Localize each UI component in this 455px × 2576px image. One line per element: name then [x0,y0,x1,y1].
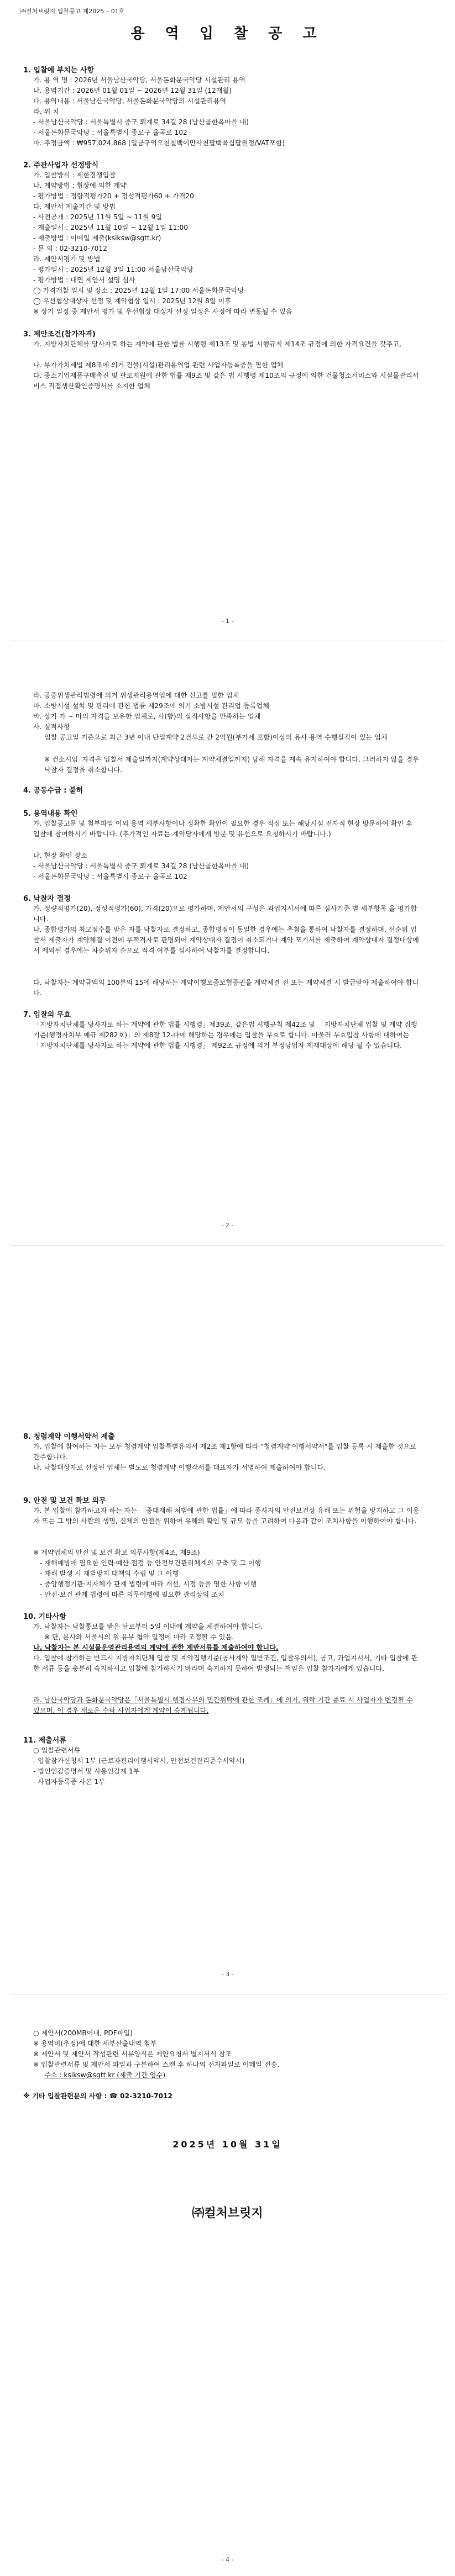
section-7-heading: 7. 입찰의 무효 [23,1011,71,1019]
s11-doc: - 법인인감증명서 및 사용인감계 1부 [33,1767,140,1775]
s1-line: 라. 위 치 [33,108,59,115]
s2-line: ◯ 가격개찰 일시 및 장소 : 2025년 12월 1일 17:00 서울돈화문국악당 [33,287,244,294]
section-9-heading: 9. 안전 및 보건 확보 의무 [23,1497,106,1505]
page-number: - 3 - [221,1971,234,1978]
s1-line: 마. 추정금액 : ₩957,024,868 (일금구억오천칠백이만사천팔백육십팔원정/VAT포함) [33,139,285,147]
s3-item-a: 가. 지방자치단체를 당사자로 하는 계약에 관한 법률 시행령 제13조 및 동법 시행규칙 제14조 규정에 의한 자격요건을 갖추고, [33,340,401,348]
section-8-heading: 8. 청렴계약 이행서약서 제출 [23,1433,115,1441]
s9-bullet: - 재해 발생 시 재발방지 대책의 수립 및 그 이행 [40,1570,179,1577]
s7-text: 「지방자치단체를 당사자로 하는 계약에 관한 법률 시행령」제39조, 같은법 시행규칙 제42조 및 「지방자치단체 입찰 및 계약 집행기준(행정자치부 예규 제282호)」의 제8장 12-다에 해당하는 경우에는 입찰을 무효로 합니다. 아울러 무효입찰 사항에 대하여는「지방자치단체를 당사자로 하는 계약에 관한 법률 시행령」 제92조 규정에 의거 부정당업자 제재대상에 해당 될 수 있습니다. [33,1021,417,1049]
s2-line: - 제출방법 : 이메일 제출(ksiksw@sgtt.kr) [33,234,161,242]
s2-line: ◯ 우선협상대상자 선정 및 계약협상 일시 : 2025년 12월 8일 이후 [33,297,231,305]
s5-place: - 서울돈화문국악당 : 서울특별시 종로구 율곡로 102 [33,873,187,880]
s1-line: 가. 용 역 명 : 2026년 서울남산국악당, 서울돈화문국악당 시설관리 용역 [33,76,245,84]
company-name: ㈜컬처브릿지 [192,2207,263,2220]
s2-line: 가. 입찰방식 : 제한경쟁입찰 [33,171,116,179]
s9-bullet: - 안전·보건 관계 법령에 따른 의무이행에 필요한 관리상의 조치 [40,1591,224,1598]
s11-doc: - 입찰참가신청서 1부 (근로자관리이행서약서, 안전보건관리준수서약서) [33,1757,245,1765]
page-number: - 4 - [221,2556,234,2563]
s3-note: ※ 컨소시엄 '자격은 입찰서 제출일까지(계약상대자는 계약체결일까지) 당해 자격을 계속 유지하여야 합니다. 그러하지 않을 경우 낙찰자 결정을 취소합니다. [44,756,419,774]
section-11-heading: 11. 제출서류 [23,1736,66,1745]
s3-item-f: 바. 상기 가 ~ 마의 자격을 보유한 업체로, 사(함)의 실적사항을 만족하는 업체 [33,712,261,720]
s2-line: - 사전공개 : 2025년 11월 5일 ~ 11월 9일 [33,213,163,221]
s3-item-d: 라. 공중위생관리법령에 의거 위생관리용역업에 대한 신고를 필한 업체 [33,691,239,699]
s2-line: - 평가일시 : 2025년 12월 3일 11:00 서울남산국악당 [33,266,193,273]
s11-proposal: ○ 제안서(200MB이내, PDF파일) [33,2029,133,2037]
s2-line: - 평가방법 : 대면 제안서 설명 심사 [33,276,135,284]
section-10-heading: 10. 기타사항 [23,1613,66,1621]
s5-item-b: 나. 현장 확인 장소 [33,852,87,859]
s9-text: 가. 본 입찰에 참가하고자 하는 자는 「중대재해 처벌에 관한 법률」에 따라 종사자의 안전보건상 유해 또는 위험을 방지하고 그 이용자 또는 그 밖의 사람의 생명, 신체의 안전을 위하여 유해의 확인 및 규모 등을 고려하여 다음과 같이 조치사항을 이행하여야 합니다. [33,1507,420,1525]
page-number: - 1 - [221,617,234,625]
s8-item-b: 나. 낙찰대상자로 선정된 업체는 별도로 청렴계약 이행각서를 대표자가 서명하여 제출하여야 합니다. [33,1464,326,1471]
announcement-date: 2025년 10월 31일 [172,2139,283,2150]
section-2-heading: 2. 주관사업자 선정방식 [23,161,99,170]
s2-line: - 평가방법 : 정량적평가20 + 정성적평가60 + 가격20 [33,192,194,200]
s10-item-a: 가. 낙찰자는 낙찰통보를 받은 날로부터 5일 이내에 계약을 체결하여야 합니다. [33,1623,263,1630]
doc-number: ㈜컬처브릿지 입찰공고 제2025 – 01호 [20,8,125,15]
s6-item-a: 가. 정량적평가(20), 정성적평가(60), 가격(20)으로 평가하며, 제안서의 구성은 과업지시서에 따른 심사기준 별 세부항목 을 평가합니다. [33,905,417,923]
s11-doc: - 사업자등록증 사본 1부 [33,1778,105,1786]
s6-item-c: 다. 낙찰자는 계약금액의 100분의 15에 해당하는 계약이행보증보험증권을 계약체결 전 또는 계약체결 시 발급받아 제출하여야 합니다. [33,979,419,997]
s1-line: 나. 용역기간 : 2026년 01월 01일 ~ 2026년 12월 31일 (12개월) [33,87,232,94]
s1-line: 다. 용역내용 : 서울남산국악당, 서울돈화문국악당의 시설관리용역 [33,97,227,105]
s2-line: 라. 제안서평가 및 방법 [33,255,101,263]
s1-line: - 서울돈화문국악당 : 서울특별시 종로구 율곡로 102 [33,129,187,136]
section-1-heading: 1. 입찰에 부치는 사항 [23,66,95,75]
s11-note: ※ 제안서 및 제안서 작성관련 서류양식은 제안요청서 별지서식 참조 [33,2050,232,2058]
section-4-heading: 4. 공동수급 : 불허 [23,786,83,795]
section-5-heading: 5. 용역내용 확인 [23,810,78,818]
s2-line: - 제출일시 : 2025년 11월 10일 ~ 12월 1일 11:00 [33,224,188,231]
s2-line: 다. 제안서 제출기간 및 방법 [33,203,116,210]
s5-place: - 서울남산국악당 : 서울특별시 중구 퇴계로 34길 28 (남산골한옥마을 내) [33,862,249,870]
s11-contact: ※ 기타 입찰관련문의 사항 : ☎ 02-3210-7012 [23,2092,173,2100]
s2-line: - 문 의 : 02-3210-7012 [33,245,107,252]
s5-item-a: 가. 입찰공고문 및 첨부파일 이외 용역 세부사항이나 정확한 확인이 필요한 경우 직접 또는 해당시설 전자적 현장 방문하여 확인 후 입찰에 참여하시기 바랍니다. (추가적인 자료는 계약당자에게 방문 및 유선으로 요청하시기 바랍니다.) [33,820,412,838]
s3-item-e: 마. 소방시설 설치 및 관리에 관한 법률 제29조에 의거 소방시설 관리업 등록업체 [33,702,269,710]
s10-item-b: 나. 낙찰자는 본 시설물운영관리용역의 계약에 관한 제반서류를 제출하여야 합니다. [33,1644,279,1651]
s1-line: - 서울남산국악당 : 서울특별시 중구 퇴계로 34길 28 (남산골한옥마을 내) [33,118,249,126]
s10-item-c: 다. 입찰에 참가하는 반드시 지방자치단체 입찰 및 계약집행기준(공사계약 일반조건, 입찰유의서), 공고, 과업지시서, 기타 입찰에 관한 서류 등을 충분히 숙지하시고 입찰에 참가하시기 바라며 숙지하지 못하여 발생되는 책임은 입찰 참가자에게 있습니다. [33,1654,418,1672]
s3-experience: 입찰 공고일 기준으로 최근 3년 이내 단일계약 2건으로 간 2억원(부가세 포함)이상의 유사 용역 수행실적이 있는 업체 [44,733,388,741]
section-3-heading: 3. 제안조건(참가자격) [23,330,96,339]
s6-item-b: 나. 종합평가의 최고점수를 받은 자를 낙찰자로 결정하고, 종합평점이 동일한 경우에는 추첨을 통하여 낙찰자를 결정하며, 선순위 입찰서 제출자가 계약체결 이전에 부적격자로 판명되어 계약상대자 결정이 취소되거나 계약 포기서를 제출하여 계약상대자 결정대상에서 제외된 경우에는 차순위자 순으로 적격 여부를 심사하여 낙찰자를 결정합니다. [33,926,419,954]
s10-note-a: ※ 단, 본사와 서울시의 위 유무 협약 일정에 따라 조정될 수 있음. [44,1633,234,1641]
s3-item-g: 사. 실적사항 [33,723,70,731]
s8-item-a: 가. 입찰에 참여하는 자는 모두 청렴계약 입찰특별유의서 제2조 제1항에 따라 "청렴계약 이행서약서"를 입찰 등록 시 제출한 것으로 간주합니다. [33,1443,417,1461]
s11-docs-title: ○ 입찰관련서류 [33,1746,81,1754]
s9-bullet: - 중앙행정기관·지자체가 관계 법령에 따라 개선, 시정 등을 명한 사항 이행 [40,1580,257,1588]
s3-item-c: 다. 중소기업제품구매촉진 및 판로지원에 관한 법률 제9조 및 같은 법 시행령 제10조의 규정에 의한 건물청소서비스와 시설물관리서비스 직접생산확인증명서를 소지한 업체 [33,372,419,390]
s11-note: ※ 용역비(추정)에 대한 세부산출내역 첨부 [33,2040,157,2047]
s11-email: 주소 : ksiksw@sgtt.kr (제출 기간 엄수) [44,2071,166,2079]
s3-item-b: 나. 부가가치세법 제8조에 의거 건물(시설)관리용역업 관련 사업자등록증을 필한 업체 [33,361,284,369]
page-title: 용 역 입 찰 공 고 [130,25,325,42]
s10-item-d: 라. 남산국악당과 돈화문국악당은「서울특별시 행정사무의 민간위탁에 관한 조례」에 의거, 위탁 기간 종료 시 사업자가 변경될 수 있으며, 이 경우 새로운 수탁 사업자에게 계약이 승계됩니다. [33,1696,413,1714]
page-number: - 2 - [221,1222,234,1229]
section-6-heading: 6. 낙찰자 결정 [23,895,71,903]
s9-note: ※ 계약업체의 안전 및 보건 확보 의무사항(제4조, 제9조) [33,1549,200,1556]
s11-note: ※ 입찰관련서류 및 제안서 파일과 구분하여 스캔 후 하나의 전자파일로 이메일 전송. [33,2061,280,2068]
s2-note: ※ 상기 일정 중 제안서 평가 및 우선협상 대상자 선정 일정은 사정에 따라 변동될 수 있음 [33,308,292,315]
s2-line: 나. 계약방법 : 협상에 의한 계약 [33,182,127,189]
s9-bullet: - 재해예방에 필요한 인력·예산·점검 등 안전보건관리체계의 구축 및 그 이행 [40,1559,262,1567]
